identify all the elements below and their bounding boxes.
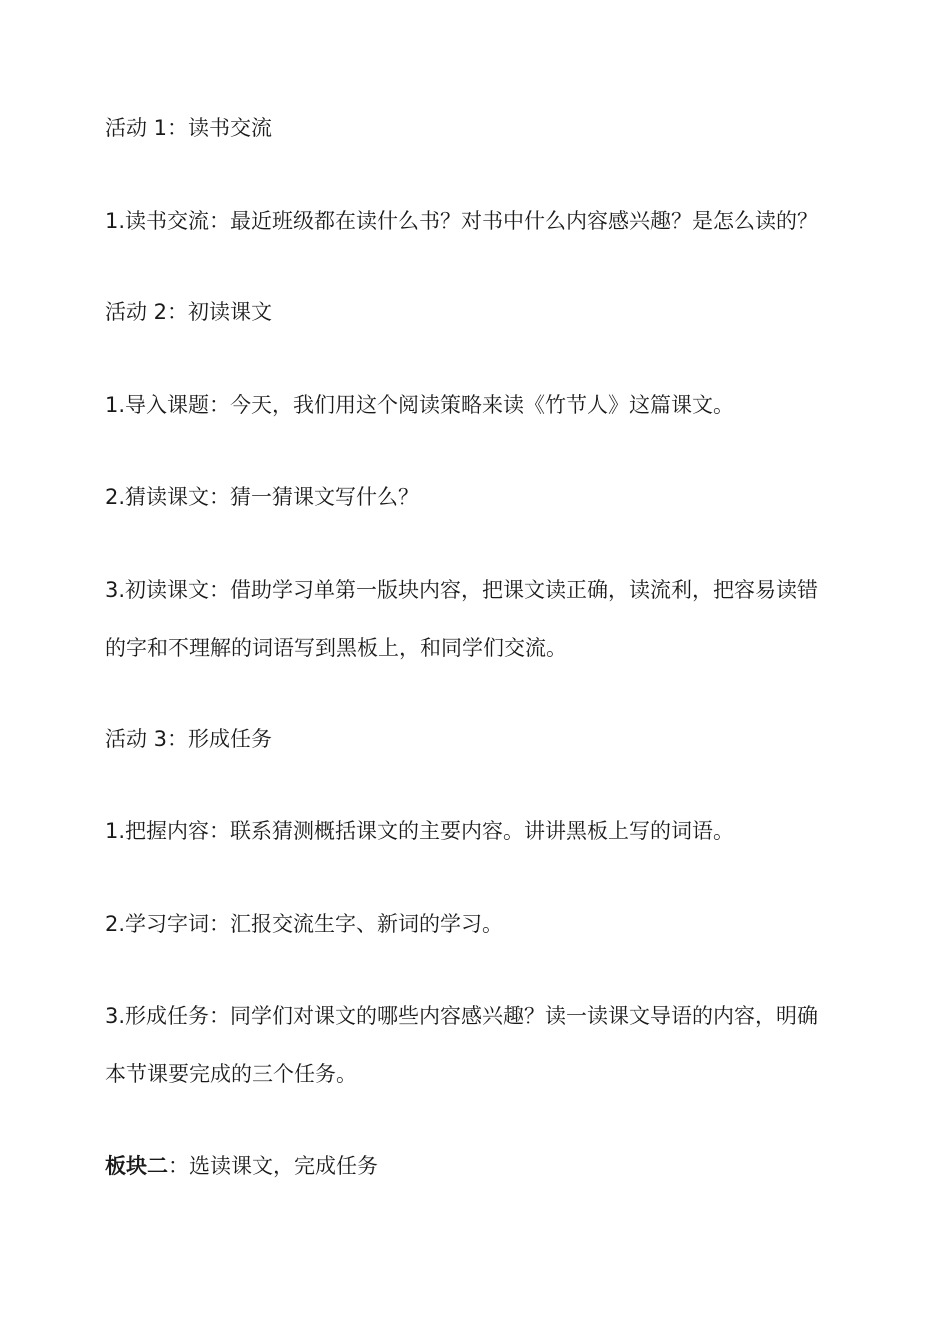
section-2-label: 板块二 [105,1154,168,1178]
section-2-heading [105,1152,850,1180]
activity-3-item-2: 2.学习字词：汇报交流生字、新词的学习。 [105,912,504,936]
activity-2-item-2: 2.猜读课文：猜一猜课文写什么？ [105,485,420,509]
section-2-text: ：选读课文，完成任务 [168,1154,378,1178]
activity-2-item-1: 1.导入课题：今天，我们用这个阅读策略来读《竹节人》这篇课文。 [105,393,735,417]
activity-1-item-1: 1.读书交流：最近班级都在读什么书？对书中什么内容感兴趣？是怎么读的？ [105,209,819,233]
activity-2-item-3-line-2: 的字和不理解的词语写到黑板上，和同学们交流。 [105,636,567,660]
activity-3-item-3-line-1: 3.形成任务：同学们对课文的哪些内容感兴趣？读一读课文导语的内容，明确 [105,1004,819,1028]
activity-1-heading: 活动 1：读书交流 [105,116,273,140]
activity-3-heading: 活动 3：形成任务 [105,727,273,751]
activity-2-heading: 活动 2：初读课文 [105,300,273,324]
activity-3-item-1: 1.把握内容：联系猜测概括课文的主要内容。讲讲黑板上写的词语。 [105,819,735,843]
activity-3-item-3-line-2: 本节课要完成的三个任务。 [105,1062,357,1086]
activity-2-item-3-line-1: 3.初读课文：借助学习单第一版块内容，把课文读正确，读流利，把容易读错 [105,578,819,602]
